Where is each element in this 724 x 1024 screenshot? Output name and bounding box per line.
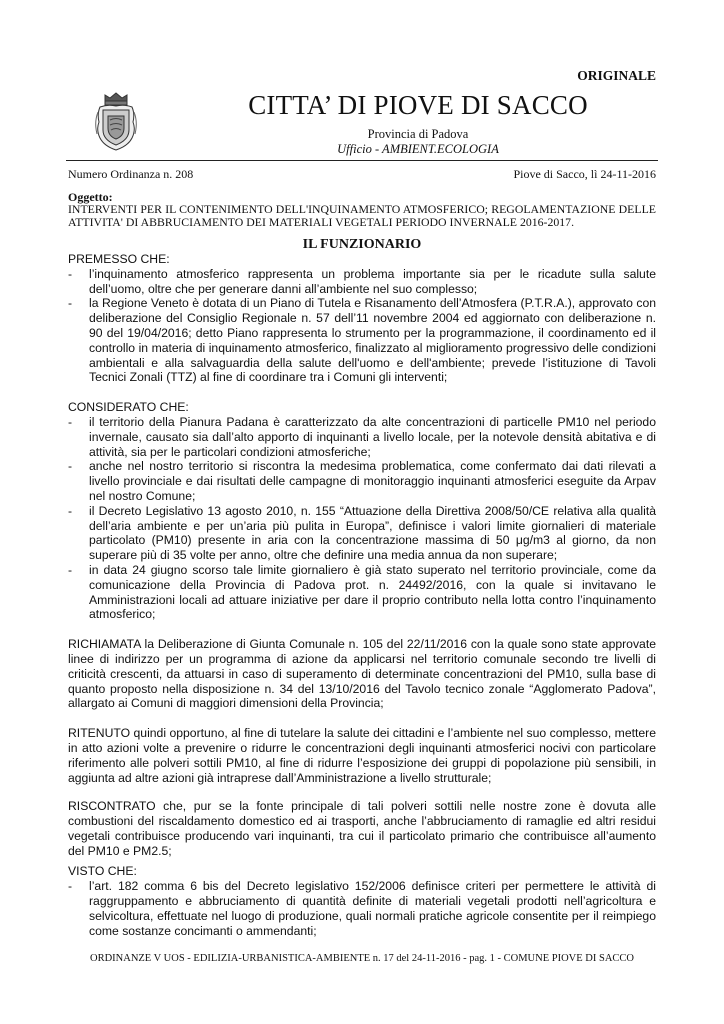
header-divider	[66, 160, 658, 161]
list-item: - il territorio della Pianura Padana è caratterizzato da alte concentrazioni di particelle PM10 nel periodo invernale, causato sia dall’alto apporto di inquinanti a livello locale, per la notevole densità abitativa e di attività, sia per le particolari condizioni atmosferiche;	[68, 415, 656, 459]
city-crest-icon	[92, 92, 140, 154]
page-footer: ORDINANZE V UOS - EDILIZIA-URBANISTICA-AMBIENTE n. 17 del 24-11-2016 - pag. 1 - COMUNE PIOVE DI SACCO	[89, 953, 634, 964]
considerato-heading: CONSIDERATO CHE:	[68, 400, 189, 415]
subject-label: Oggetto:	[68, 190, 113, 204]
list-item: - anche nel nostro territorio si riscontra la medesima problematica, come confermato dai dati rilevati a livello provinciale e dai risultati delle campagne di monitoraggio inquinanti atmosferici eseguite da Arpav nel nostro Comune;	[68, 459, 656, 503]
premesso-heading: PREMESSO CHE:	[68, 252, 170, 266]
subject-text: INTERVENTI PER IL CONTENIMENTO DELL'INQUINAMENTO ATMOSFERICO; REGOLAMENTAZIONE DELLE ATTIVITA' DI ABBRUCIAMENTO DEI MATERIALI VEGETALI PERIODO INVERNALE 2016-2017.	[68, 202, 656, 229]
list-item: - in data 24 giugno scorso tale limite giornaliero è già stato superato nel territorio provinciale, come da comunicazione della Provincia di Padova prot. n. 24492/2016, con la quale si invitavano le Amministrazioni locali ad attuare iniziative per dare il proprio contributo nella lotta contro l’inquinamento atmosferico;	[68, 563, 656, 622]
considerato-list	[68, 415, 656, 622]
original-stamp: ORIGINALE	[577, 68, 656, 83]
ritenuto-paragraph: RITENUTO quindi opportuno, al fine di tutelare la salute dei cittadini e l’ambiente nel suo complesso, mettere in atto azioni volte a prevenire o ridurre le concentrazioni degli inquinanti atmosferici nocivi con particolare riferimento alle polveri sottili PM10, al fine di ridurre l’esposizione dei gruppi di popolazione più sensibili, in aggiunta ad altre azioni già intraprese dall’Amministrazione a livello strutturale;	[68, 726, 656, 785]
list-item: - la Regione Veneto è dotata di un Piano di Tutela e Risanamento dell’Atmosfera (P.T.R.A.), approvato con deliberazione del Consiglio Regionale n. 57 dell’11 novembre 2004 ed aggiornato con deliberazione n. 90 del 19/04/2016; detto Piano rappresenta lo strumento per la programmazione, il coordinamento ed il controllo in materia di inquinamento atmosferico, finalizzato al miglioramento progressivo delle condizioni ambientali e alla salvaguardia della salute dell'uomo e dell'ambiente; prevede l’istituzione di Tavoli Tecnici Zonali (TTZ) al fine di coordinare tra i Comuni gli interventi;	[68, 296, 656, 385]
list-item: - l’inquinamento atmosferico rappresenta un problema importante sia per le ricadute sulla salute dell’uomo, oltre che per generare danni all’ambiente nel suo complesso;	[68, 267, 656, 297]
city-name: CITTA’ DI PIOVE DI SACCO	[248, 90, 588, 120]
premesso-list	[68, 267, 656, 385]
ordinance-number: Numero Ordinanza n. 208	[68, 167, 194, 181]
visto-heading: VISTO CHE:	[68, 864, 137, 879]
place-date: Piove di Sacco, lì 24-11-2016	[513, 167, 656, 181]
list-item: - l’art. 182 comma 6 bis del Decreto legislativo 152/2006 definisce criteri per permettere le attività di raggruppamento e abbruciamento di quantità definite di materiali vegetali prodotti nell’agricoltura e selvicoltura, effettuate nel luogo di produzione, quali normali pratiche agricole consentite per il reimpiego come sostanze concimanti o ammendanti;	[68, 879, 656, 938]
richiamata-paragraph: RICHIAMATA la Deliberazione di Giunta Comunale n. 105 del 22/11/2016 con la quale sono state approvate linee di indirizzo per un programma di azione da applicarsi nel territorio comunale secondo tre livelli di criticità crescenti, da attuarsi in caso di superamento di determinate concentrazioni del PM10, sulla base di quanto proposto nella disposizione n. 34 del 13/10/2016 del Tavolo tecnico zonale “Agglomerato Padova”, allargato ai Comuni di maggiori dimensioni della Provincia;	[68, 637, 656, 711]
visto-list	[68, 879, 656, 938]
list-item: - il Decreto Legislativo 13 agosto 2010, n. 155 “Attuazione della Direttiva 2008/50/CE relativa alla qualità dell’aria ambiente e per un’aria più pulita in Europa”, definisce i valori limite giornalieri di materiale particolato (PM10) presente in aria con la concentrazione massima di 50 μg/m3 al giorno, da non superare più di 35 volte per anno, oltre che definire una media annua da non superare;	[68, 504, 656, 563]
riscontrato-paragraph: RISCONTRATO che, pur se la fonte principale di tali polveri sottili nelle nostre zone è dovuta alle combustioni del riscaldamento domestico ed ai trasporti, anche l’abbruciamento di ramaglie ed altri residui vegetali contribuisce producendo vari inquinanti, tra cui il particolato primario che contribuisce all’aumento del PM10 e PM2.5;	[68, 799, 656, 858]
document-title: IL FUNZIONARIO	[302, 237, 422, 252]
province-name: Provincia di Padova	[367, 127, 469, 141]
office-name: Ufficio - AMBIENT.ECOLOGIA	[337, 142, 499, 156]
document-body	[68, 252, 656, 938]
